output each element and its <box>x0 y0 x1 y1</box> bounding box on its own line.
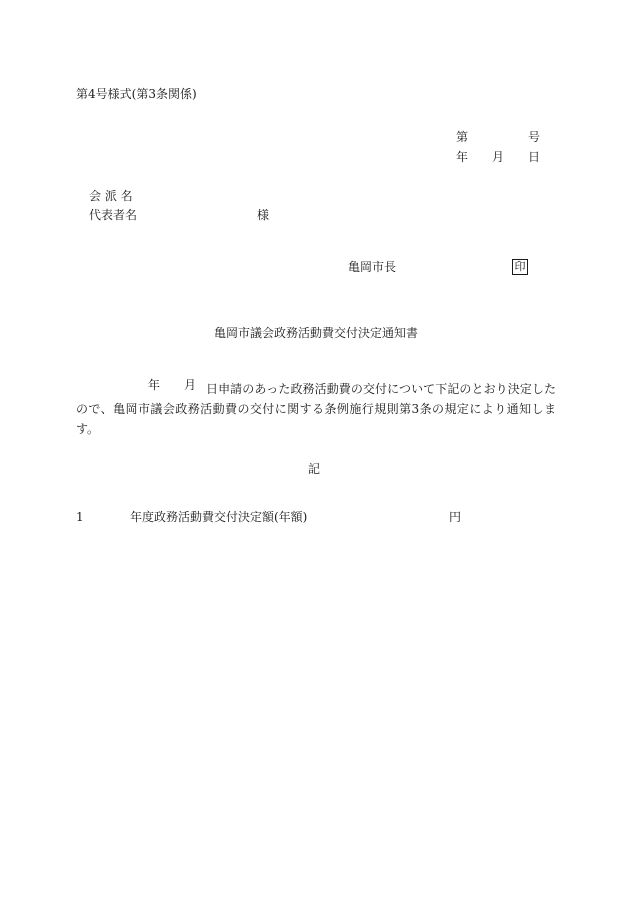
seal-mark: 印 <box>512 259 528 275</box>
date-year: 年 <box>456 150 469 164</box>
ki-heading: 記 <box>308 462 321 476</box>
date-day: 日 <box>528 150 541 164</box>
body-year: 年 <box>148 378 161 392</box>
representative-label: 代表者名 <box>89 208 138 222</box>
faction-name-label: 会 派 名 <box>89 189 133 203</box>
document-title: 亀岡市議会政務活動費交付決定通知書 <box>214 326 419 340</box>
item1-number: 1 <box>76 510 84 524</box>
doc-number-go: 号 <box>528 130 541 144</box>
date-month: 月 <box>492 150 505 164</box>
item1-unit-yen: 円 <box>449 510 462 524</box>
notice-body-text: 日申請のあった政務活動費の交付について下記のとおり決定したので、亀岡市議会政務活動費の交付に関する条例施行規則第3条の規定により通知します。 <box>76 382 556 436</box>
item1-label: 年度政務活動費交付決定額(年額) <box>130 510 308 524</box>
issuer-title: 亀岡市長 <box>348 260 397 274</box>
body-month: 月 <box>184 378 197 392</box>
honorific-sama: 様 <box>257 208 270 222</box>
form-number-label: 第4号様式(第3条関係) <box>76 87 197 101</box>
doc-number-dai: 第 <box>456 130 469 144</box>
